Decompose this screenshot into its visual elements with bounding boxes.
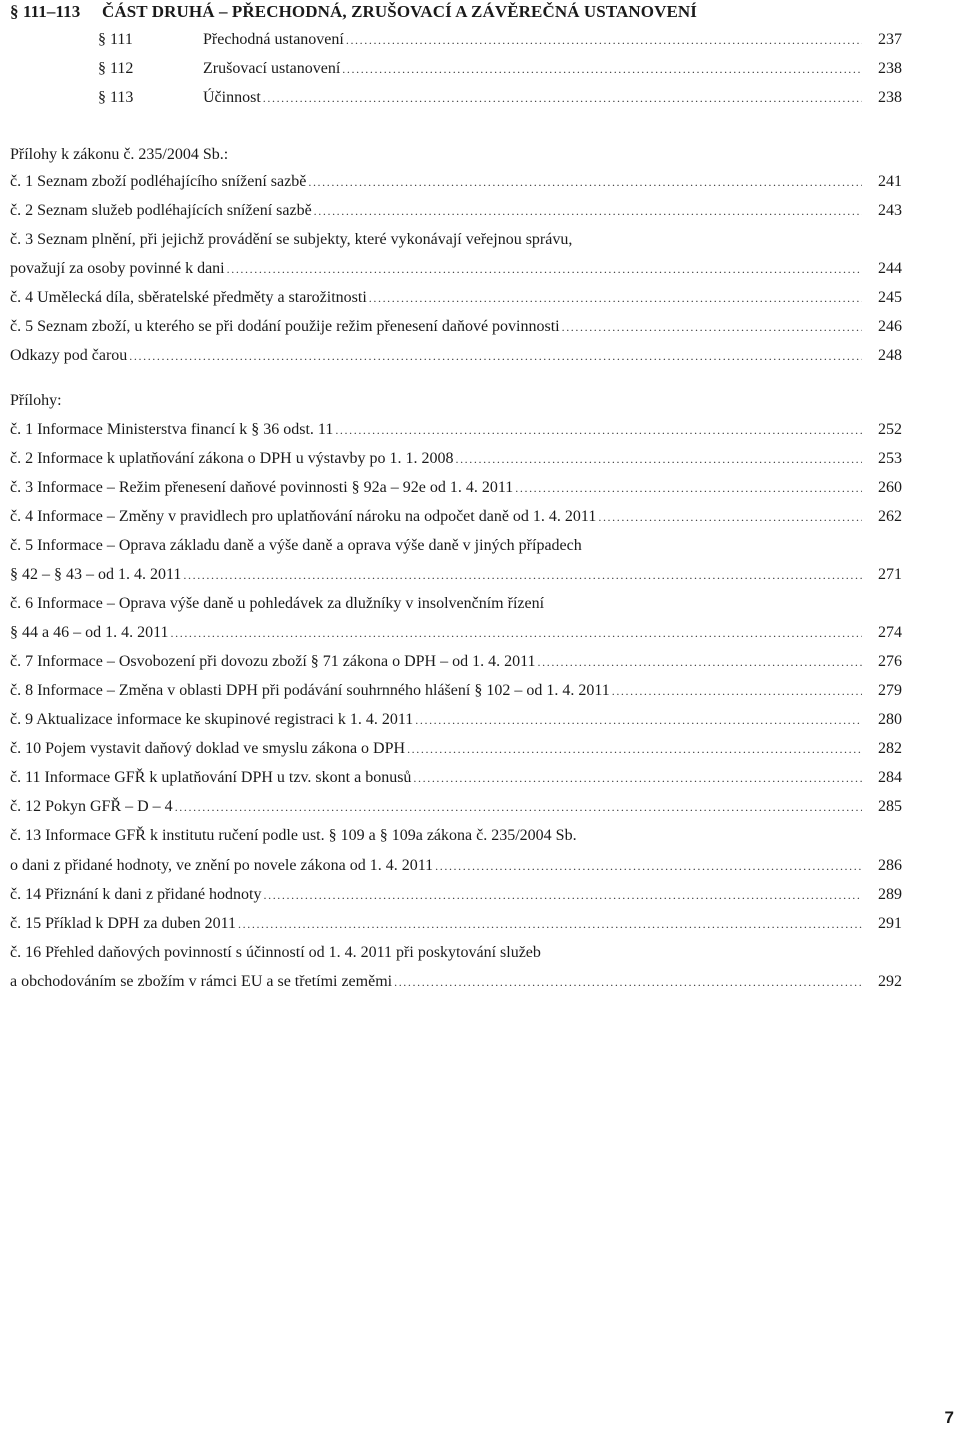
page-number: 292: [878, 973, 902, 990]
page-number: 245: [878, 289, 902, 306]
page-number: 262: [878, 508, 902, 525]
toc-entry[interactable]: [10, 478, 902, 498]
entry-title: a obchodováním se zbožím v rámci EU a se třetími zeměmi: [10, 973, 393, 990]
part-title: ČÁST DRUHÁ – PŘECHODNÁ, ZRUŠOVACÍ A ZÁVĚREČNÁ USTANOVENÍ: [102, 2, 698, 21]
page-number: 237: [878, 31, 902, 48]
dot-leader: [407, 739, 862, 759]
entry-title: § 42 – § 43 – od 1. 4. 2011: [10, 566, 182, 583]
page-number: 244: [878, 260, 902, 277]
part-range: § 111–113: [10, 2, 81, 21]
entry-title: č. 15 Příklad k DPH za duben 2011: [10, 915, 237, 932]
page-number: 279: [878, 682, 902, 699]
entry-title: Odkazy pod čarou: [10, 347, 128, 364]
toc-entry[interactable]: [10, 768, 902, 788]
dot-leader: [346, 30, 862, 50]
toc-entry[interactable]: [10, 565, 902, 585]
entry-title: č. 8 Informace – Změna v oblasti DPH při podávání souhrnného hlášení § 102 – od 1. 4. 2011: [10, 682, 610, 699]
toc-entry[interactable]: [10, 914, 902, 934]
part-heading: [10, 2, 910, 22]
entry-title: č. 12 Pokyn GFŘ – D – 4: [10, 798, 173, 815]
entry-title: považují za osoby povinné k dani: [10, 260, 225, 277]
toc-entry[interactable]: [10, 681, 902, 701]
entry-title: č. 1 Seznam zboží podléhajícího snížení sazbě: [10, 173, 307, 190]
dot-leader: [415, 710, 862, 730]
page-number: 248: [878, 347, 902, 364]
entry-title: č. 13 Informace GFŘ k institutu ručení podle ust. § 109 a § 109a zákona č. 235/2004 Sb.: [10, 827, 577, 844]
entry-title: č. 16 Přehled daňových povinností s účinností od 1. 4. 2011 při poskytování služeb: [10, 944, 541, 961]
dot-leader: [455, 449, 862, 469]
dot-leader: [515, 478, 862, 498]
page-number: 241: [878, 173, 902, 190]
dot-leader: [314, 201, 862, 221]
entry-title: č. 3 Seznam plnění, při jejichž provádění se subjekty, které vykonávají veřejnou správu,: [10, 231, 573, 248]
toc-entry-first-line[interactable]: [10, 826, 902, 846]
dot-leader: [171, 623, 862, 643]
dot-leader: [342, 59, 862, 79]
dot-leader: [562, 317, 862, 337]
toc-entry[interactable]: [98, 88, 902, 108]
page-folio: 7: [944, 1408, 954, 1427]
page-number: 246: [878, 318, 902, 335]
page-number: 286: [878, 857, 902, 874]
toc-entry-first-line[interactable]: [10, 594, 902, 614]
toc-entry-first-line[interactable]: [10, 536, 902, 556]
page-number: 276: [878, 653, 902, 670]
dot-leader: [369, 288, 862, 308]
dot-leader: [538, 652, 862, 672]
entry-title: č. 2 Seznam služeb podléhajících snížení sazbě: [10, 202, 312, 219]
dot-leader: [435, 856, 862, 876]
toc-entry[interactable]: [10, 739, 902, 759]
entry-title: č. 3 Informace – Režim přenesení daňové povinnosti § 92a – 92e od 1. 4. 2011: [10, 479, 514, 496]
entry-title: č. 4 Informace – Změny v pravidlech pro uplatňování nároku na odpočet daně od 1. 4. 2011: [10, 508, 597, 525]
section-number: § 112: [98, 60, 134, 77]
entry-title: č. 9 Aktualizace informace ke skupinové registraci k 1. 4. 2011: [10, 711, 414, 728]
toc-entry[interactable]: [10, 259, 902, 279]
toc-entry[interactable]: [10, 172, 902, 192]
page-number: 285: [878, 798, 902, 815]
dot-leader: [227, 259, 862, 279]
entry-title: č. 10 Pojem vystavit daňový doklad ve smyslu zákona o DPH: [10, 740, 406, 757]
entry-title: Zrušovací ustanovení: [203, 60, 341, 77]
dot-leader: [129, 346, 862, 366]
toc-entry[interactable]: [98, 59, 902, 79]
toc-entry[interactable]: [10, 317, 902, 337]
dot-leader: [394, 972, 862, 992]
page-number: 291: [878, 915, 902, 932]
dot-leader: [335, 420, 862, 440]
toc-entry[interactable]: [10, 856, 902, 876]
entry-title: č. 6 Informace – Oprava výše daně u pohledávek za dlužníky v insolvenčním řízení: [10, 595, 545, 612]
toc-entry[interactable]: [10, 797, 902, 817]
entry-title: o dani z přidané hodnoty, ve znění po novele zákona od 1. 4. 2011: [10, 857, 434, 874]
toc-entry[interactable]: [10, 346, 902, 366]
toc-entry[interactable]: [10, 710, 902, 730]
toc-entry[interactable]: [10, 201, 902, 221]
annexes-law-heading: Přílohy k zákonu č. 235/2004 Sb.:: [10, 146, 229, 163]
dot-leader: [263, 88, 862, 108]
section-number: § 111: [98, 31, 133, 48]
page-number: 289: [878, 886, 902, 903]
entry-title: č. 1 Informace Ministerstva financí k § 36 odst. 11: [10, 421, 334, 438]
toc-entry[interactable]: [10, 449, 902, 469]
page-number: 253: [878, 450, 902, 467]
section-number: § 113: [98, 89, 134, 106]
dot-leader: [413, 768, 862, 788]
entry-title: Účinnost: [203, 89, 261, 106]
page-number: 260: [878, 479, 902, 496]
page-number: 238: [878, 89, 902, 106]
annexes-heading: Přílohy:: [10, 392, 62, 409]
toc-entry[interactable]: [10, 420, 902, 440]
toc-entry[interactable]: [10, 652, 902, 672]
toc-entry[interactable]: [10, 623, 902, 643]
entry-title: č. 5 Informace – Oprava základu daně a výše daně a oprava výše daně v jiných případech: [10, 537, 582, 554]
page-number: 238: [878, 60, 902, 77]
dot-leader: [598, 507, 862, 527]
entry-title: Přechodná ustanovení: [203, 31, 344, 48]
entry-title: § 44 a 46 – od 1. 4. 2011: [10, 624, 169, 641]
dot-leader: [183, 565, 862, 585]
entry-title: č. 4 Umělecká díla, sběratelské předměty a starožitnosti: [10, 289, 367, 306]
toc-entry-first-line[interactable]: [10, 943, 902, 963]
entry-title: č. 11 Informace GFŘ k uplatňování DPH u tzv. skont a bonusů: [10, 769, 412, 786]
entry-title: č. 7 Informace – Osvobození při dovozu zboží § 71 zákona o DPH – od 1. 4. 2011: [10, 653, 536, 670]
dot-leader: [175, 797, 862, 817]
page-number: 280: [878, 711, 902, 728]
page-number: 252: [878, 421, 902, 438]
entry-title: č. 2 Informace k uplatňování zákona o DPH u výstavby po 1. 1. 2008: [10, 450, 454, 467]
dot-leader: [308, 172, 862, 192]
entry-title: č. 5 Seznam zboží, u kterého se při dodání použije režim přenesení daňové povinnosti: [10, 318, 560, 335]
page-number: 271: [878, 566, 902, 583]
page-number: 274: [878, 624, 902, 641]
toc-entry[interactable]: [10, 972, 902, 992]
toc-entry-first-line[interactable]: [10, 230, 902, 250]
dot-leader: [612, 681, 862, 701]
toc-entry[interactable]: [10, 885, 902, 905]
entry-title: č. 14 Přiznání k dani z přidané hodnoty: [10, 886, 262, 903]
toc-entry[interactable]: [10, 507, 902, 527]
page-number: 243: [878, 202, 902, 219]
page-number: 282: [878, 740, 902, 757]
page-number: 284: [878, 769, 902, 786]
dot-leader: [238, 914, 862, 934]
dot-leader: [264, 885, 863, 905]
toc-entry[interactable]: [10, 288, 902, 308]
toc-entry[interactable]: [98, 30, 902, 50]
